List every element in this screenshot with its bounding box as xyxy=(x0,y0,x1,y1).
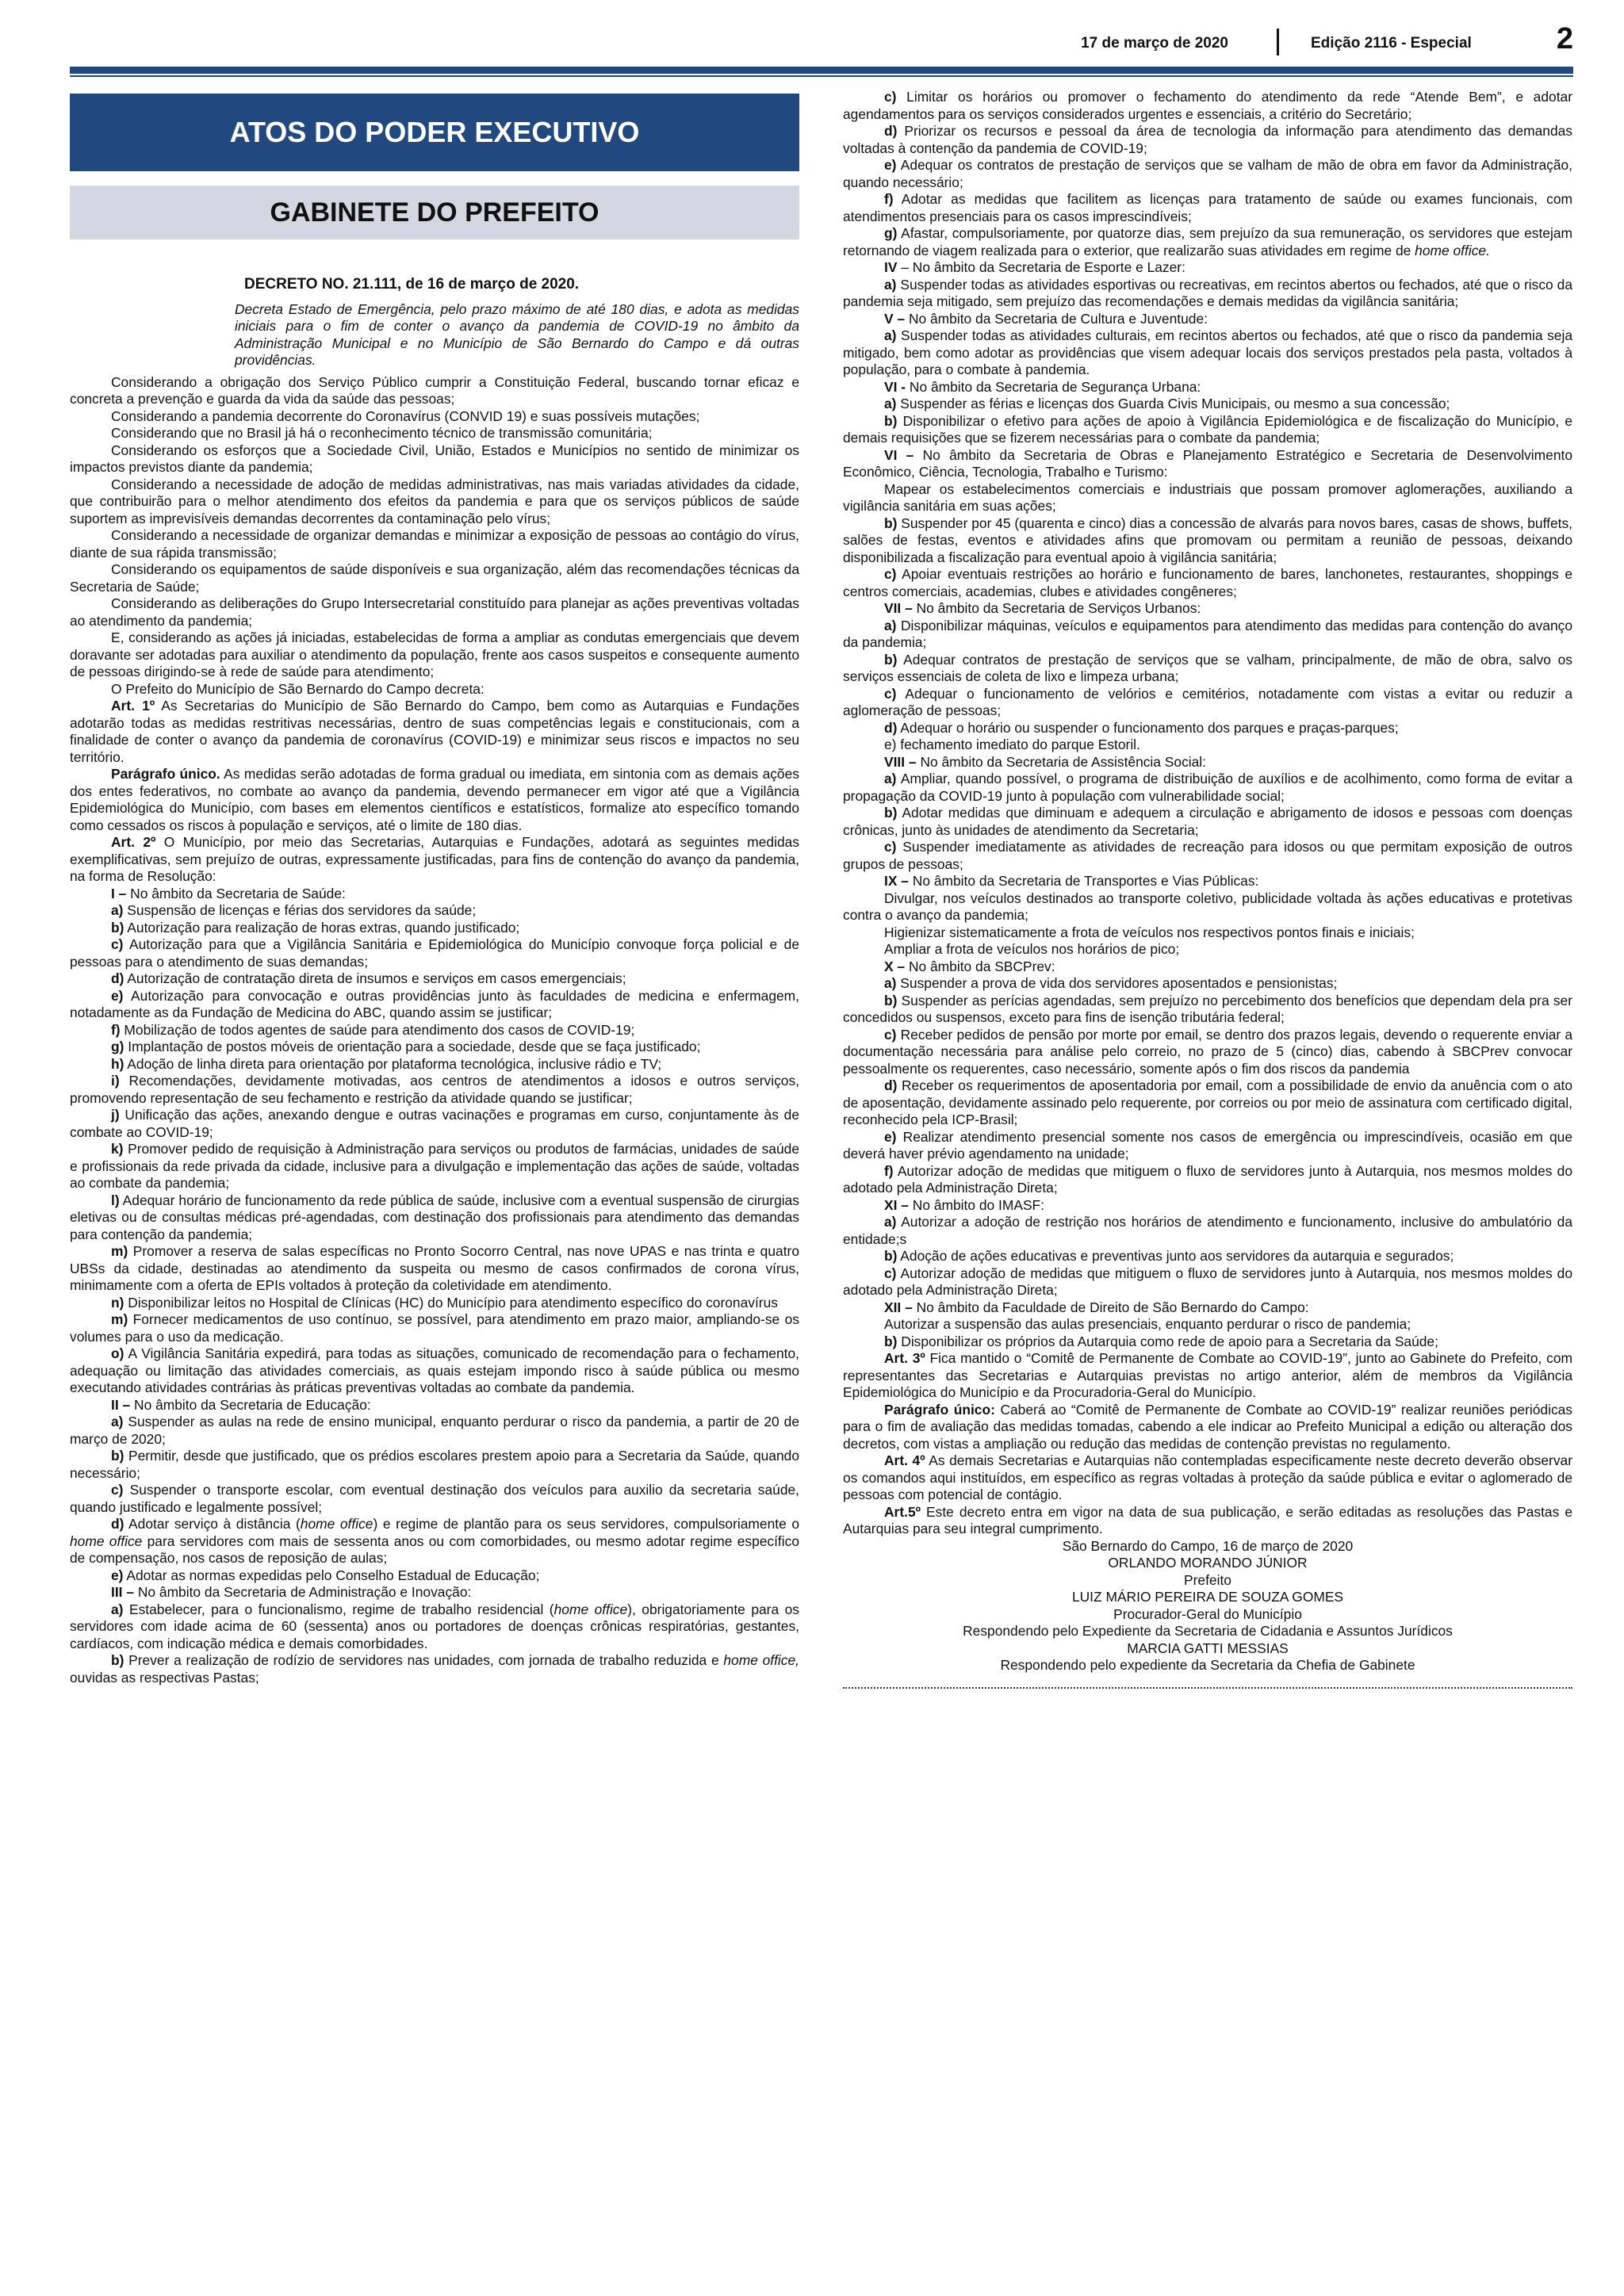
paragraph-lead: a) xyxy=(111,1601,124,1617)
paragraph-lead: b) xyxy=(111,919,124,936)
paragraph xyxy=(843,686,1572,720)
paragraph-text: Implantação de postos móveis de orientação para a sociedade, desde que se faça justificado; xyxy=(124,1039,701,1054)
paragraph xyxy=(70,595,799,629)
page-header xyxy=(70,0,1573,73)
paragraph xyxy=(843,737,1572,754)
paragraph-text: e) fechamento imediato do parque Estoril. xyxy=(884,737,1140,752)
paragraph xyxy=(70,902,799,920)
paragraph xyxy=(843,447,1572,481)
left-column-body xyxy=(70,374,799,1687)
paragraph-text: As medidas serão adotadas de forma gradual ou imediata, em sintonia com as demais ações dos entes federativos, no combate ao avanço da pandemia, devendo permanecer em vigor até que a Vigilância Epidemiológica do Município, com bases em elementos científicos e estatísticos, formalize ato específico tomando como cessados os riscos à população e serviços, até o limite de 180 dias. xyxy=(70,766,799,833)
paragraph-text: Promover a reserva de salas específicas no Pronto Socorro Central, nas nove UPAS e nas trinta e quatro UBSs da cidade, destinadas ao atendimento da suspeita ou mesmo de casos confirmados de corona vírus, minimamente com a oferta de EPIs voltados à proteção da coletividade em atendimento. xyxy=(70,1243,799,1293)
paragraph-text: Realizar atendimento presencial somente nos casos de emergência ou imprescindíveis, ocasião em que deverá haver prévio agendamento na unidade; xyxy=(843,1128,1572,1161)
paragraph xyxy=(70,374,799,408)
paragraph-lead: V – xyxy=(884,310,906,327)
paragraph xyxy=(70,1482,799,1516)
paragraph xyxy=(70,442,799,476)
paragraph xyxy=(70,1022,799,1039)
paragraph-text: Unificação das ações, anexando dengue e outras vacinações e programas em curso, conjuntamente às de combate ao COVID-19; xyxy=(70,1107,799,1140)
paragraph-text: No âmbito da SBCPrev: xyxy=(905,958,1055,974)
paragraph-lead: a) xyxy=(884,975,897,991)
paragraph-lead: o) xyxy=(111,1345,124,1361)
paragraph xyxy=(70,1652,799,1686)
paragraph-text: Suspender por 45 (quarenta e cinco) dias a concessão de alvarás para novos bares, casas de shows, buffets, salões de festas, eventos e atividades afins que promovam ou permitam a reunião de pessoas, deixando disponibilizada a fiscalização para eventual apoio à vigilância sanitária; xyxy=(843,515,1572,565)
paragraph-lead: III – xyxy=(111,1584,134,1600)
signature-line: Respondendo pelo Expediente da Secretaria de Cidadania e Assuntos Jurídicos xyxy=(963,1623,1453,1639)
paragraph-text: No âmbito da Secretaria de Assistência Social: xyxy=(916,753,1206,770)
section-banner: ATOS DO PODER EXECUTIVO xyxy=(70,94,799,171)
paragraph-lead: k) xyxy=(111,1141,124,1157)
paragraph xyxy=(843,1350,1572,1402)
paragraph-lead: VIII – xyxy=(884,753,917,770)
paragraph-lead: c) xyxy=(111,1482,124,1498)
paragraph-text: Considerando a pandemia decorrente do Coronavírus (CONVID 19) e suas possíveis mutações; xyxy=(111,408,700,424)
paragraph-text: Considerando os equipamentos de saúde disponíveis e sua organização, além das recomendações técnicas da Secretaria de Saúde; xyxy=(70,561,799,595)
paragraph-lead: Parágrafo único: xyxy=(884,1401,995,1418)
paragraph-text: Higienizar sistematicamente a frota de veículos nos respectivos pontos finais e iniciais; xyxy=(884,924,1415,940)
paragraph-lead: VI - xyxy=(884,378,906,395)
paragraph xyxy=(843,652,1572,686)
paragraph-lead: d) xyxy=(884,1077,898,1093)
paragraph-lead: IV xyxy=(884,259,898,275)
paragraph xyxy=(70,1073,799,1107)
decree-ementa: Decreta Estado de Emergência, pelo prazo máximo de até 180 dias, e adota as medidas iniciais para o fim de conter o avanço da pandemia de COVID-19 no âmbito da Administração Municipal e no Município de São Bernardo do Campo e dá outras providências. xyxy=(235,300,799,368)
paragraph-text: Considerando a obrigação dos Serviço Público cumprir a Constituição Federal, buscando tornar eficaz e concreta a prevenção e guarda da vida da saúde das pessoas; xyxy=(70,373,799,407)
paragraph-lead: b) xyxy=(111,1652,124,1668)
paragraph-text: Autorizar adoção de medidas que mitiguem o fluxo de servidores junto à Autarquia, nos mesmos moldes do adotado pela Administração Direta; xyxy=(843,1265,1572,1298)
page-number: 2 xyxy=(1556,22,1573,55)
paragraph xyxy=(843,1265,1572,1299)
paragraph-text: No âmbito do IMASF: xyxy=(908,1196,1045,1213)
paragraph xyxy=(70,988,799,1022)
paragraph-text: Fornecer medicamentos de uso contínuo, se possível, para atendimento em prazo maior, ampliando-se os volumes para o uso da medicação. xyxy=(70,1311,799,1345)
paragraph-text: Apoiar eventuais restrições ao horário e funcionamento de bares, lanchonetes, restaurantes, shoppings e centros comerciais, academias, clubes e atividades congêneres; xyxy=(843,566,1572,599)
paragraph-text: Adoção de ações educativas e preventivas junto aos servidores da autarquia e segurados; xyxy=(897,1248,1454,1264)
paragraph xyxy=(70,1516,799,1567)
paragraph-text: E, considerando as ações já iniciadas, estabelecidas de forma a ampliar as condutas emergenciais que devem doravante ser adotadas para auxiliar o atendimento da população, frente aos casos suspeitos e consequente aumento de pessoas dirigindo-se à rede de saúde para atendimento; xyxy=(70,629,799,679)
paragraph xyxy=(70,1345,799,1397)
paragraph-lead: d) xyxy=(111,970,124,986)
paragraph xyxy=(70,1397,799,1414)
paragraph xyxy=(843,890,1572,924)
paragraph xyxy=(843,481,1572,515)
paragraph-lead: d) xyxy=(884,123,898,139)
edition-label: Edição 2116 - Especial xyxy=(1311,35,1472,52)
paragraph-lead: b) xyxy=(884,651,898,668)
paragraph-lead: a) xyxy=(111,902,124,918)
paragraph-lead: j) xyxy=(111,1107,120,1123)
paragraph xyxy=(70,698,799,766)
signature-block xyxy=(843,1538,1572,1674)
paragraph xyxy=(70,1567,799,1585)
paragraph xyxy=(70,681,799,698)
paragraph-text: Adotar as normas expedidas pelo Conselho Estadual de Educação; xyxy=(123,1567,540,1583)
signature-line: MARCIA GATTI MESSIAS xyxy=(1127,1640,1289,1656)
paragraph-text: No âmbito da Secretaria de Educação: xyxy=(130,1396,371,1413)
paragraph xyxy=(843,839,1572,873)
decree-title: DECRETO NO. 21.111, de 16 de março de 2020. xyxy=(244,276,580,293)
paragraph xyxy=(843,1129,1572,1163)
signature-line: ORLANDO MORANDO JÚNIOR xyxy=(1108,1555,1308,1571)
paragraph-lead: b) xyxy=(884,992,898,1008)
paragraph-text: Considerando a necessidade de organizar demandas e minimizar a exposição de pessoas ao contágio do vírus, diante de sua rápida transmissão; xyxy=(70,527,799,561)
paragraph-text: Afastar, compulsoriamente, por quatorze dias, sem prejuízo da sua remuneração, os servidores que estejam retornando de viagem realizada para o exterior, que realizarão suas atividades em regime de xyxy=(843,225,1572,258)
paragraph xyxy=(843,327,1572,379)
paragraph-lead: n) xyxy=(111,1294,124,1311)
paragraph-text: Estabelecer, para o funcionalismo, regime de trabalho residencial ( xyxy=(123,1601,554,1617)
paragraph-text: Autorizar a adoção de restrição nos horários de atendimento e funcionamento, inclusive do ambulatório da entidade;s xyxy=(843,1214,1572,1247)
paragraph-lead: Art. 2º xyxy=(111,834,156,850)
paragraph xyxy=(843,1334,1572,1351)
paragraph-lead: e) xyxy=(884,157,897,173)
paragraph-text: Suspender todas as atividades culturais, em recintos abertos ou fechados, até que o risco da pandemia seja mitigado, bem como adotar as providências que visem adequar locais dos serviços prestados pela pasta, voltados à população, para o combate à pandemia. xyxy=(843,327,1572,377)
paragraph-lead: a) xyxy=(884,327,897,343)
paragraph-text: As demais Secretarias e Autarquias não contempladas especificamente neste decreto deverão observar os comandos aqui instituídos, em específico as regras voltadas à proteção da saúde pública e evitar o aglomerado de pessoas com potencial de contágio. xyxy=(843,1452,1572,1502)
paragraph-text: Divulgar, nos veículos destinados ao transporte coletivo, publicidade voltada às ações educativas e protetivas contra o avanço da pandemia; xyxy=(843,890,1572,923)
signature-line: Procurador-Geral do Município xyxy=(1113,1605,1302,1622)
paragraph-lead: VI – xyxy=(884,446,914,463)
paragraph xyxy=(70,936,799,970)
paragraph xyxy=(70,1192,799,1244)
paragraph-text: No âmbito da Secretaria de Transportes e Vias Públicas: xyxy=(908,873,1259,889)
paragraph-lead: c) xyxy=(884,1265,897,1281)
paragraph-lead: h) xyxy=(111,1055,124,1072)
paragraph xyxy=(843,975,1572,993)
paragraph xyxy=(843,924,1572,942)
paragraph-lead: b) xyxy=(111,1448,124,1464)
paragraph-lead: a) xyxy=(111,1414,124,1429)
paragraph xyxy=(843,123,1572,157)
paragraph xyxy=(843,1316,1572,1334)
paragraph-lead: a) xyxy=(884,617,897,633)
paragraph xyxy=(70,527,799,561)
paragraph xyxy=(843,720,1572,737)
paragraph xyxy=(843,89,1572,123)
paragraph-text: Considerando as deliberações do Grupo Intersecretarial constituído para planejar as ações preventivas voltadas ao atendimento da pandemia; xyxy=(70,595,799,629)
paragraph-lead: c) xyxy=(111,936,124,952)
paragraph-text: ), obrigatoriamente para os servidores com idade acima de 60 (sessenta) anos ou portadores de doenças crônicas respiratórias, gestantes, cardíacos, com indicação médica e demais comorbidades. xyxy=(70,1601,799,1651)
paragraph-text: Considerando os esforços que a Sociedade Civil, União, Estados e Municípios no sentido de minimizar os impactos previstos diante da pandemia; xyxy=(70,442,799,475)
paragraph-text: No âmbito da Secretaria de Saúde: xyxy=(126,885,346,901)
paragraph-text: Mapear os estabelecimentos comerciais e industriais que possam promover aglomerações, auxiliando a vigilância sanitária em suas ações; xyxy=(843,480,1572,514)
paragraph-lead: b) xyxy=(884,1333,898,1349)
paragraph-lead: b) xyxy=(884,805,898,821)
paragraph xyxy=(843,600,1572,618)
paragraph-text: Fica mantido o “Comitê de Permanente de Combate ao COVID-19”, junto ao Gabinete do Prefeito, com representantes das Secretarias e Autarquias previstas no artigo anterior, além de membros da Vigilância Epidemiológica do Município e da Procuradoria-Geral do Município. xyxy=(843,1350,1572,1400)
paragraph-lead: I – xyxy=(111,885,127,901)
paragraph xyxy=(843,1452,1572,1504)
paragraph-text: No âmbito da Faculdade de Direito de São Bernardo do Campo: xyxy=(912,1299,1309,1315)
paragraph-lead: e) xyxy=(111,1567,124,1583)
paragraph-lead: c) xyxy=(884,1026,897,1043)
paragraph-text: Limitar os horários ou promover o fechamento do atendimento da rede “Atende Bem”, e adotar agendamentos para os serviços considerados urgentes e essenciais, a critério do Secretário; xyxy=(843,89,1572,122)
paragraph-lead: VII – xyxy=(884,600,913,616)
paragraph-text: Adequar os contratos de prestação de serviços que se valham de mão de obra em favor da Administração, quando necessário; xyxy=(843,157,1572,190)
paragraph xyxy=(843,805,1572,839)
left-column xyxy=(70,89,799,1686)
paragraph xyxy=(843,1027,1572,1078)
paragraph-lead: m) xyxy=(111,1243,128,1259)
paragraph xyxy=(843,515,1572,567)
paragraph-text: Recomendações, devidamente motivadas, aos centros de atendimentos a idosos e outros serviços, promovendo representação de seu fechamento e restrição da atividade quando se justificar; xyxy=(70,1073,799,1106)
paragraph-italic: home office, xyxy=(723,1652,799,1668)
paragraph-lead: a) xyxy=(884,1214,897,1230)
paragraph xyxy=(843,618,1572,652)
paragraph-lead: Art. 4º xyxy=(884,1452,925,1468)
paragraph xyxy=(843,941,1572,959)
paragraph xyxy=(70,408,799,426)
paragraph xyxy=(70,886,799,903)
paragraph-text: Adequar contratos de prestação de serviços que se valham, principalmente, de mão de obra, salvo os serviços essenciais de coleta de lixo e limpeza urbana; xyxy=(843,651,1572,684)
paragraph-italic: home office. xyxy=(1415,242,1490,258)
paragraph xyxy=(843,225,1572,259)
paragraph-lead: b) xyxy=(884,515,898,531)
paragraph xyxy=(70,1414,799,1448)
paragraph-text: Suspender imediatamente as atividades de recreação para idosos ou que permitam exposição de outros grupos de pessoas; xyxy=(843,839,1572,872)
paragraph-lead: e) xyxy=(111,987,124,1004)
paragraph-lead: d) xyxy=(884,719,898,736)
paragraph-text: Autorizar a suspensão das aulas presenciais, enquanto perdurar o risco de pandemia; xyxy=(884,1316,1411,1332)
paragraph-lead: II – xyxy=(111,1396,131,1413)
paragraph-text: – No âmbito da Secretaria de Esporte e Lazer: xyxy=(897,259,1185,275)
paragraph xyxy=(843,311,1572,328)
paragraph-lead: IX – xyxy=(884,873,909,889)
paragraph-text: Adequar o horário ou suspender o funcionamento dos parques e praças-parques; xyxy=(897,719,1399,736)
paragraph-text: No âmbito da Secretaria de Obras e Planejamento Estratégico e Secretaria de Desenvolvimento Econômico, Ciência, Tecnologia, Trabalho e Turismo: xyxy=(843,446,1572,480)
paragraph xyxy=(843,873,1572,890)
header-rule-thin xyxy=(70,75,1573,77)
paragraph xyxy=(843,379,1572,396)
paragraph-lead: a) xyxy=(884,396,897,411)
paragraph-text: Suspender a prova de vida dos servidores aposentados e pensionistas; xyxy=(896,975,1338,991)
paragraph-lead: i) xyxy=(111,1073,120,1089)
paragraph xyxy=(843,566,1572,600)
paragraph xyxy=(70,1448,799,1482)
paragraph xyxy=(70,766,799,834)
paragraph-text: Permitir, desde que justificado, que os prédios escolares prestem apoio para a Secretaria da Saúde, quando necessário; xyxy=(70,1448,799,1481)
paragraph xyxy=(843,754,1572,771)
paragraph-italic: home office xyxy=(553,1601,628,1617)
paragraph-lead: b) xyxy=(884,412,898,429)
signature-line: Prefeito xyxy=(1184,1571,1231,1588)
paragraph-text: para servidores com mais de sessenta anos ou com comorbidades, ou mesmo adotar regime específico de compensação, nos casos de reposição de aulas; xyxy=(70,1533,799,1566)
paragraph-text: Prever a realização de rodízio de servidores nas unidades, com jornada de trabalho reduzida e xyxy=(124,1652,724,1668)
paragraph xyxy=(843,259,1572,277)
paragraph-text: Suspensão de licenças e férias dos servidores da saúde; xyxy=(123,902,477,918)
header-rule xyxy=(70,67,1573,74)
paragraph xyxy=(843,1504,1572,1538)
paragraph xyxy=(70,1141,799,1192)
paragraph-text: Considerando a necessidade de adoção de medidas administrativas, nas mais variadas atividades da cidade, que contribuirão para o melhor atendimento dos efeitos da pandemia e para que os serviços públicos de saúde suportem as imprevisíveis demandas decorrentes da contaminação pelo vírus; xyxy=(70,476,799,526)
paragraph xyxy=(843,1402,1572,1453)
paragraph-text: No âmbito da Secretaria de Serviços Urbanos: xyxy=(912,600,1201,616)
paragraph xyxy=(70,970,799,988)
paragraph-text: Autorização para que a Vigilância Sanitária e Epidemiológica do Município convoque força policial e de pessoas para o atendimento de suas demandas; xyxy=(70,936,799,970)
paragraph xyxy=(843,1197,1572,1215)
paragraph-lead: c) xyxy=(884,839,897,855)
paragraph xyxy=(70,1295,799,1312)
signature-line: Respondendo pelo expediente da Secretaria da Chefia de Gabinete xyxy=(1000,1657,1415,1673)
paragraph-text: Ampliar a frota de veículos nos horários de pico; xyxy=(884,941,1180,957)
paragraph-text: No âmbito da Secretaria de Cultura e Juventude: xyxy=(905,310,1208,327)
paragraph-lead: Parágrafo único. xyxy=(111,766,220,782)
paragraph-lead: a) xyxy=(884,771,897,786)
paragraph-lead: f) xyxy=(884,191,894,207)
paragraph-italic: home office xyxy=(70,1533,143,1549)
paragraph xyxy=(70,920,799,937)
paragraph xyxy=(843,1248,1572,1265)
paragraph-text: Promover pedido de requisição à Administração para serviços ou produtos de farmácias, unidades de saúde e profissionais da rede privada da cidade, inclusive para a divulgação e implementação das ações de saúde, voltadas ao combate da pandemia; xyxy=(70,1141,799,1191)
paragraph xyxy=(70,1311,799,1345)
paragraph-text: Ampliar, quando possível, o programa de distribuição de auxílios e de acolhimento, como forma de evitar a propagação da COVID-19 junto à população com vulnerabilidade social; xyxy=(843,771,1572,804)
paragraph-text: Priorizar os recursos e pessoal da área de tecnologia da informação para atendimento das demandas voltadas à contenção da pandemia de COVID-19; xyxy=(843,123,1572,156)
paragraph xyxy=(70,476,799,528)
paragraph xyxy=(70,1601,799,1653)
paragraph-italic: home office xyxy=(300,1516,373,1532)
paragraph xyxy=(843,191,1572,225)
paragraph-text: O Prefeito do Município de São Bernardo do Campo decreta: xyxy=(111,680,485,697)
paragraph xyxy=(843,959,1572,976)
paragraph-text: Disponibilizar máquinas, veículos e equipamentos para atendimento das medidas para contenção do avanço da pandemia; xyxy=(843,617,1572,650)
paragraph xyxy=(843,1077,1572,1129)
paragraph-text: Adotar medidas que diminuam e adequem a circulação e abrigamento de idosos e pessoas com doenças crônicas, junto às unidades de atendimento da Secretaria; xyxy=(843,805,1572,838)
paragraph-text: Adotar serviço à distância ( xyxy=(124,1516,301,1532)
paragraph-text: A Vigilância Sanitária expedirá, para todas as situações, comunicado de recomendação para o fechamento, adequação ou limitação das atividades comerciais, as quais estejam impondo risco à saúde pública ou mesmo executando atividades contrárias às práticas preventivas voltadas ao combate da pandemia. xyxy=(70,1345,799,1395)
paragraph-lead: g) xyxy=(111,1039,124,1054)
paragraph xyxy=(843,413,1572,447)
paragraph-lead: XI – xyxy=(884,1196,909,1213)
paragraph-lead: Art. 3º xyxy=(884,1350,925,1366)
paragraph-lead: f) xyxy=(111,1021,121,1038)
paragraph-lead: X – xyxy=(884,958,906,974)
signature-line: LUIZ MÁRIO PEREIRA DE SOUZA GOMES xyxy=(1071,1589,1344,1605)
paragraph xyxy=(70,1039,799,1056)
paragraph-lead: d) xyxy=(111,1516,124,1532)
paragraph xyxy=(843,396,1572,413)
paragraph-text: ) e regime de plantão para os seus servidores, compulsoriamente o xyxy=(373,1516,799,1532)
end-dotted-rule xyxy=(843,1686,1572,1689)
signature-line: São Bernardo do Campo, 16 de março de 2020 xyxy=(1062,1537,1354,1554)
paragraph-text: Disponibilizar leitos no Hospital de Clínicas (HC) do Município para atendimento específico do coronavírus xyxy=(124,1294,778,1311)
paragraph-text: ouvidas as respectivas Pastas; xyxy=(70,1669,259,1686)
paragraph-text: Suspender as férias e licenças dos Guarda Civis Municipais, ou mesmo a sua concessão; xyxy=(896,396,1450,411)
header-separator xyxy=(1277,29,1279,55)
section-subbanner: GABINETE DO PREFEITO xyxy=(70,186,799,239)
paragraph xyxy=(70,834,799,886)
paragraph-lead: c) xyxy=(884,685,897,702)
paragraph xyxy=(70,1243,799,1295)
paragraph xyxy=(843,993,1572,1027)
paragraph-text: Disponibilizar o efetivo para ações de apoio à Vigilância Epidemiológica e de fiscalização do Município, e demais requisições que se fizerem necessárias para o combate da pandemia; xyxy=(843,412,1572,446)
paragraph-lead: e) xyxy=(884,1128,897,1145)
paragraph xyxy=(843,1299,1572,1317)
paragraph-text: Suspender as aulas na rede de ensino municipal, enquanto perdurar o risco da pandemia, a partir de 20 de março de 2020; xyxy=(70,1414,799,1447)
paragraph-text: Receber pedidos de pensão por morte por email, se dentro dos prazos legais, devendo o requerente enviar a documentação necessária para análise pelo correio, no prazo de 5 (cinco) dias, cabendo à SBCPrev convocar pessoalmente os requerentes, caso necessário, somente após o fim dos riscos da pandemia xyxy=(843,1026,1572,1077)
paragraph-text: Adotar as medidas que facilitem as licenças para tratamento de saúde ou exames funcionais, com atendimentos presenciais para os casos imprescindíveis; xyxy=(843,191,1572,224)
paragraph-text: Caberá ao “Comitê de Permanente de Combate ao COVID-19” realizar reuniões periódicas para o fim de avaliação das medidas tomadas, cabendo a ele indicar ao Prefeito Municipal a edição ou alteração dos decretos, com vistas a ampliação ou redução das medidas de contenção previstas no regulamento. xyxy=(843,1401,1573,1452)
paragraph xyxy=(843,157,1572,191)
paragraph-text: Autorização para convocação e outras providências junto às faculdades de medicina e enfermagem, notadamente as da Fundação de Medicina do ABC, quando assim se justificar; xyxy=(70,987,799,1020)
paragraph xyxy=(843,771,1572,805)
paragraph xyxy=(70,629,799,681)
paragraph-text: Receber os requerimentos de aposentadoria por email, com a possibilidade de envio da anuência com o ato de aposentação, devidamente assinado pelo requerente, por correios ou por meio de assinatura com certificado digital, reconhecido pela ICP-Brasil; xyxy=(843,1077,1572,1127)
paragraph-lead: c) xyxy=(884,566,897,582)
paragraph-text: Suspender todas as atividades esportivas ou recreativas, em recintos abertos ou fechados, até que o risco da pandemia seja mitigado, sem prejuízo das recomendações e demais medidas da vigilância sanitária; xyxy=(843,276,1572,309)
paragraph-text: No âmbito da Secretaria de Administração e Inovação: xyxy=(134,1584,472,1600)
paragraph-lead: l) xyxy=(111,1192,120,1208)
paragraph-text: Autorizar adoção de medidas que mitiguem o fluxo de servidores junto à Autarquia, nos mesmos moldes do adotado pela Administração Direta; xyxy=(843,1162,1572,1196)
paragraph-lead: m) xyxy=(111,1311,128,1327)
paragraph xyxy=(843,277,1572,311)
paragraph-text: O Município, por meio das Secretarias, Autarquias e Fundações, adotará as seguintes medidas exemplificativas, sem prejuízo de outras, expressamente justificadas, para fins de contenção do avanço da pandemia, na forma de Resolução: xyxy=(70,834,799,884)
paragraph xyxy=(843,1214,1572,1248)
paragraph xyxy=(70,1584,799,1601)
paragraph-lead: b) xyxy=(884,1248,898,1264)
paragraph-lead: g) xyxy=(884,225,898,241)
paragraph-text: Autorização para realização de horas extras, quando justificado; xyxy=(124,919,520,936)
paragraph-text: Adoção de linha direta para orientação por plataforma tecnológica, inclusive rádio e TV; xyxy=(124,1055,662,1072)
paragraph xyxy=(70,1056,799,1073)
paragraph xyxy=(70,561,799,595)
paragraph-text: Adequar o funcionamento de velórios e cemitérios, notadamente com vistas a evitar ou reduzir a aglomeração de pessoas; xyxy=(843,685,1572,718)
paragraph xyxy=(70,1107,799,1141)
paragraph-lead: c) xyxy=(884,89,897,105)
paragraph-text: Autorização de contratação direta de insumos e serviços em casos emergenciais; xyxy=(124,970,626,986)
right-column-body xyxy=(843,89,1572,1538)
paragraph-text: Considerando que no Brasil já há o reconhecimento técnico de transmissão comunitária; xyxy=(111,425,653,441)
paragraph-lead: Art.5º xyxy=(884,1503,921,1520)
paragraph-text: Mobilização de todos agentes de saúde para atendimento dos casos de COVID-19; xyxy=(120,1021,635,1038)
paragraph-text: Adequar horário de funcionamento da rede pública de saúde, inclusive com a eventual suspensão de cirurgias eletivas ou de consultas médicas pré-agendadas, com destinação dos profissionais para atendimento das demandas para contenção da pandemia; xyxy=(70,1192,799,1242)
paragraph-lead: XII – xyxy=(884,1299,913,1315)
paragraph xyxy=(70,425,799,442)
paragraph-lead: a) xyxy=(884,276,897,293)
paragraph-lead: Art. 1º xyxy=(111,698,155,714)
paragraph-text: Suspender o transporte escolar, com eventual destinação dos veículos para auxilio da secretaria saúde, quando justificado e legalmente possível; xyxy=(70,1482,799,1515)
paragraph-text: Este decreto entra em vigor na data de sua publicação, e serão editadas as resoluções das Pastas e Autarquias para seu integral cumprimento. xyxy=(843,1503,1572,1536)
paragraph-text: No âmbito da Secretaria de Segurança Urbana: xyxy=(906,378,1201,395)
right-column xyxy=(843,89,1572,1689)
paragraph-lead: f) xyxy=(884,1162,894,1179)
paragraph-text: Suspender as perícias agendadas, sem prejuízo no percebimento dos benefícios que dependam dela pra ser concedidos ou suspensos, exceto para fins de isenção tributária federal; xyxy=(843,992,1572,1025)
paragraph xyxy=(843,1163,1572,1197)
paragraph-text: As Secretarias do Município de São Bernardo do Campo, bem como as Autarquias e Fundações adotarão todas as medidas restritivas necessárias, dentro de suas competências legais e constitucionais, com a finalidade de conter o avanço da pandemia de coronavírus (COVID-19) e minimizar seus riscos e impactos no seu território. xyxy=(70,698,799,765)
publication-date: 17 de março de 2020 xyxy=(1081,35,1228,52)
paragraph-text: Disponibilizar os próprios da Autarquia como rede de apoio para a Secretaria da Saúde; xyxy=(897,1333,1438,1349)
